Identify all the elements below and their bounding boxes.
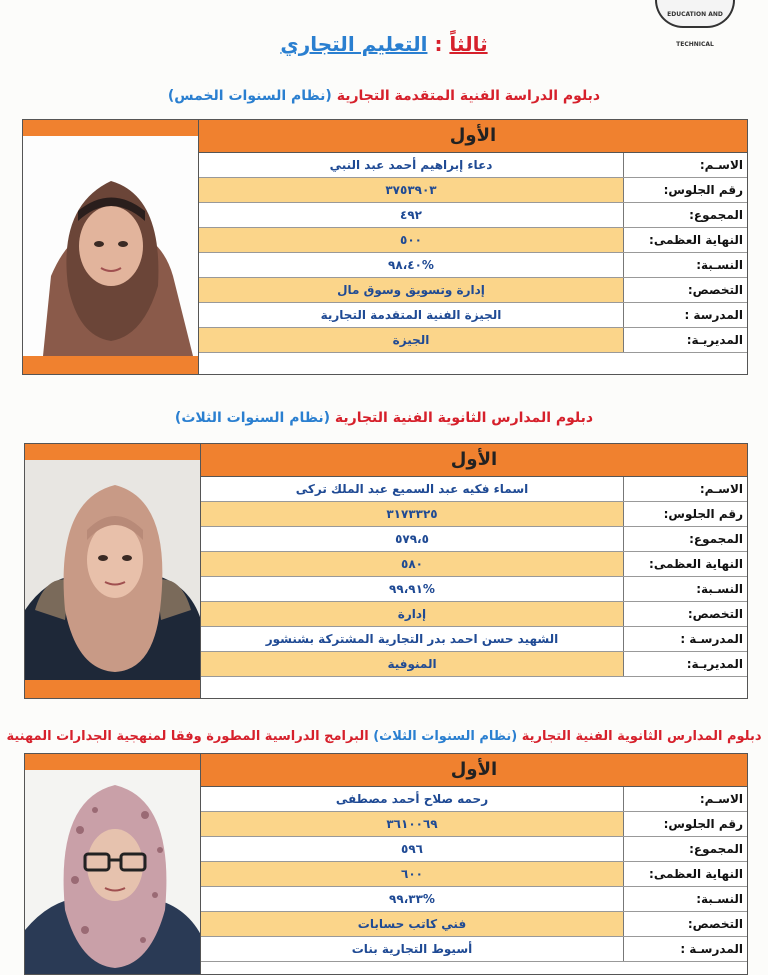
row-label: النسـبة: [623,253,747,277]
row-value: %٩٩،٣٣ [201,887,623,911]
row-label: المدرسـة : [623,627,747,651]
row-value: أسيوط التجارية بنات [201,937,623,961]
row-value: ٣٧٥٣٩٠٣ [199,178,623,202]
student-photo [25,460,201,680]
row-value: ٤٩٢ [199,203,623,227]
row-value: ٣١٧٣٣٢٥ [201,502,623,526]
row-label: النسـبة: [623,887,747,911]
row-value: %٩٩،٩١ [201,577,623,601]
row-value: ٥٩٦ [201,837,623,861]
table-row [201,837,747,862]
student-card [22,119,748,375]
row-value: فني كاتب حسابات [201,912,623,936]
row-label: الاسـم: [623,787,747,811]
row-value: الجيزة [199,328,623,352]
table-row [201,787,747,812]
rank-header: الأول [199,120,747,153]
table-row [201,627,747,652]
table-row [199,153,747,178]
row-label: المدرسـة : [623,937,747,961]
student-photo [25,770,201,974]
table-row [199,228,747,253]
table-row [199,203,747,228]
rank-header: الأول [201,754,747,787]
row-value: ٥٠٠ [199,228,623,252]
row-label: النهاية العظمى: [623,552,747,576]
photo-column [25,754,201,974]
row-label: التخصص: [623,912,747,936]
row-label: التخصص: [623,602,747,626]
table-row [201,937,747,962]
info-table [200,444,747,698]
row-label: التخصص: [623,278,747,302]
table-row [201,862,747,887]
row-value: الشهيد حسن احمد بدر التجارية المشتركة بشنشور [201,627,623,651]
rank-header: الأول [201,444,747,477]
table-row [199,303,747,328]
table-row [199,278,747,303]
row-label: رقم الجلوس: [623,502,747,526]
photo-column [23,120,199,374]
title-number: ثالثاً [449,32,488,56]
row-value: الجيزة الفنية المتقدمة التجارية [199,303,623,327]
table-row [201,527,747,552]
table-row [201,577,747,602]
title-colon: : [434,32,443,56]
student-card [24,753,748,975]
row-value: %٩٨،٤٠ [199,253,623,277]
row-label: النسـبة: [623,577,747,601]
row-label: النهاية العظمى: [623,228,747,252]
row-label: الاسـم: [623,153,747,177]
row-label: المديريـة: [623,328,747,352]
table-row [201,652,747,677]
student-photo [23,136,199,356]
row-label: المديريـة: [623,652,747,676]
page-title [0,32,768,56]
info-table [200,754,747,974]
table-row [199,253,747,278]
row-label: الاسـم: [623,477,747,501]
title-text: التعليم التجاري [280,32,428,56]
row-value: ٣٦١٠٠٦٩ [201,812,623,836]
row-value: رحمه صلاح أحمد مصطفى [201,787,623,811]
row-label: رقم الجلوس: [623,178,747,202]
section-title: دبلوم الدراسة الفنية المتقدمة التجارية (نظام السنوات الخمس) [167,88,601,104]
student-card [24,443,748,699]
row-label: المدرسة : [623,303,747,327]
section-title: دبلوم المدارس الثانوية الفنية التجارية (نظام السنوات الثلاث) البرامج الدراسية المطورة وفقا لمنهجية الجدارات المهنية [6,729,762,744]
table-row [201,477,747,502]
row-label: النهاية العظمى: [623,862,747,886]
row-value: دعاء إبراهيم أحمد عبد النبي [199,153,623,177]
row-value: اسماء فكيه عبد السميع عبد الملك تركى [201,477,623,501]
info-table [198,120,747,374]
table-row [201,912,747,937]
table-row [201,602,747,627]
section-title: دبلوم المدارس الثانوية الفنية التجارية (نظام السنوات الثلاث) [174,410,594,426]
row-value: ٦٠٠ [201,862,623,886]
table-row [201,812,747,837]
row-label: رقم الجلوس: [623,812,747,836]
row-value: المنوفية [201,652,623,676]
row-value: ٥٨٠ [201,552,623,576]
row-value: إدارة [201,602,623,626]
photo-column [25,444,201,698]
row-label: المجموع: [623,837,747,861]
table-row [199,178,747,203]
ministry-logo: EDUCATION AND TECHNICAL [655,0,735,28]
row-label: المجموع: [623,527,747,551]
table-row [201,552,747,577]
table-row [199,328,747,353]
table-row [201,887,747,912]
row-label: المجموع: [623,203,747,227]
table-row [201,502,747,527]
row-value: إدارة وتسويق وسوق مال [199,278,623,302]
row-value: ٥٧٩،٥ [201,527,623,551]
